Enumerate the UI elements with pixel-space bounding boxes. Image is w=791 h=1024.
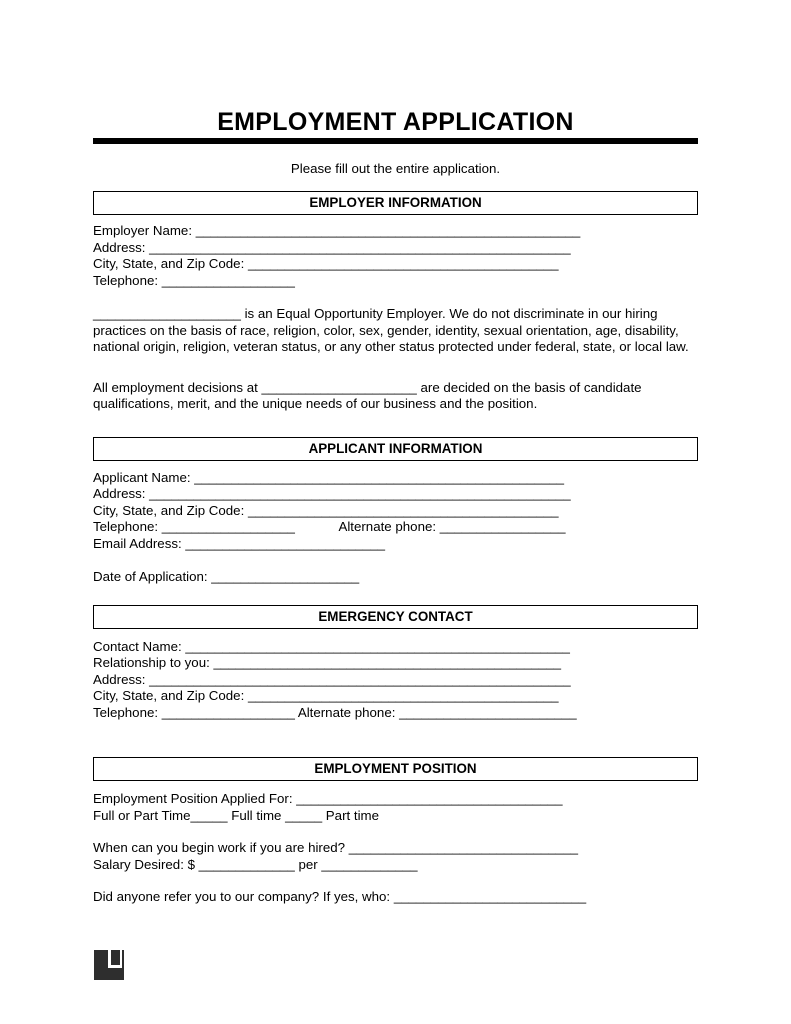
emergency-contact-header-label: EMERGENCY CONTACT (318, 608, 473, 624)
employer-address-line: Address: _________________________________________________________ (93, 239, 571, 255)
referral-line: Did anyone refer you to our company? If yes, who: __________________________ (93, 889, 587, 904)
applicant-information-header (93, 437, 698, 461)
applicant-city-state-zip-line: City, State, and Zip Code: __________________________________________ (93, 502, 559, 518)
emergency-relationship-line: Relationship to you: _______________________________________________ (93, 655, 562, 670)
emergency-fields (93, 639, 698, 722)
instructions-text: Please fill out the entire application. (290, 161, 501, 176)
employer-information-section (93, 191, 698, 413)
employment-position-section (93, 757, 698, 906)
employment-position-header-label: EMPLOYMENT POSITION (314, 761, 477, 776)
applicant-email-line: Email Address: ___________________________ (93, 535, 386, 551)
employer-information-header (93, 191, 698, 215)
emergency-contact-name-line: Contact Name: ____________________________________________________ (93, 638, 570, 654)
applicant-information-header-label: APPLICANT INFORMATION (308, 440, 483, 456)
employer-name-line: Employer Name: ____________________________________________________ (93, 223, 581, 238)
position-fields (93, 791, 698, 906)
applicant-information-section (93, 437, 698, 586)
title-divider (93, 138, 698, 144)
employment-position-header (93, 757, 698, 781)
employer-information-header-label: EMPLOYER INFORMATION (309, 195, 482, 210)
applicant-fields (93, 470, 698, 553)
emergency-contact-section (93, 605, 698, 722)
document-title: EMPLOYMENT APPLICATION (217, 108, 574, 136)
employment-decisions-statement: All employment decisions at _____________________ are decided on the basis of candidate qualifications, merit, and the unique needs of our business and the position. (93, 379, 646, 411)
equal-opportunity-statement: ____________________ is an Equal Opportunity Employer. We do not discriminate in our hiring practices on the basis of race, religion, color, sex, gender, identity, sexual orientation, age, disability, national origin, religion, veteran status, or any other status protected under federal, state, or local law. (93, 306, 689, 354)
employer-city-state-zip-line: City, State, and Zip Code: __________________________________________ (93, 256, 559, 271)
full-or-part-time-line: Full or Part Time_____ Full time _____ Part time (93, 807, 380, 823)
applicant-phones-line: Telephone: __________________ Alternate phone: _________________ (93, 519, 566, 534)
salary-desired-line: Salary Desired: $ _____________ per _____________ (93, 856, 418, 872)
emergency-city-state-zip-line: City, State, and Zip Code: __________________________________________ (93, 688, 559, 703)
application-date-line: Date of Application: ____________________ (93, 569, 360, 584)
emergency-address-line: Address: _________________________________________________________ (93, 671, 571, 687)
emergency-contact-header (93, 605, 698, 629)
employer-telephone-line: Telephone: __________________ (93, 272, 295, 288)
emergency-phones-line: Telephone: __________________ Alternate phone: ________________________ (93, 704, 577, 720)
legaltemplates-logo-icon (94, 950, 124, 980)
employer-fields (93, 223, 698, 289)
applicant-address-line: Address: _________________________________________________________ (93, 486, 571, 501)
position-applied-for-line: Employment Position Applied For: ____________________________________ (93, 791, 563, 806)
begin-work-line: When can you begin work if you are hired? _______________________________ (93, 840, 578, 855)
applicant-name-line: Applicant Name: __________________________________________________ (93, 469, 565, 485)
